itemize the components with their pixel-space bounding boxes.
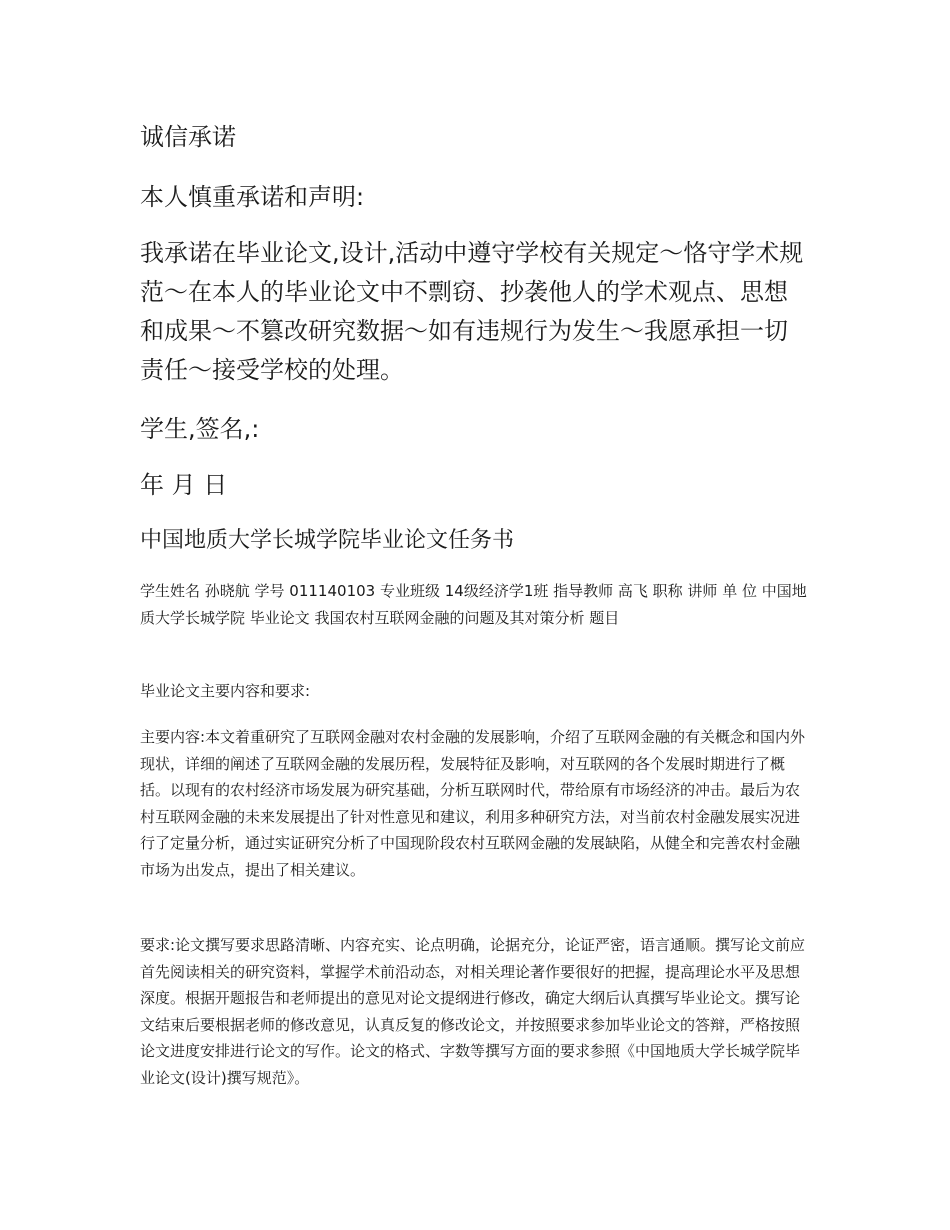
main-content-paragraph: 主要内容:本文着重研究了互联网金融对农村金融的发展影响，介绍了互联网金融的有关概念和国内外现状，详细的阐述了互联网金融的发展历程，发展特征及影响，对互联网的各个发展时期进行了概括。以现有的农村经济市场发展为研究基础，分析互联网时代，带给原有市场经济的冲击。最后为农村互联网金融的未来发展提出了针对性意见和建议，利用多种研究方法，对当前农村金融发展实况进行了定量分析，通过实证研究分析了中国现阶段农村互联网金融的发展缺陷，从健全和完善农村金融市场为出发点，提出了相关建议。 [140,728,806,879]
requirements-heading: 毕业论文主要内容和要求: [140,682,311,700]
pledge-body: 我承诺在毕业论文,设计,活动中遵守学校有关规定～恪守学术规范～在本人的毕业论文中不剽窃、抄袭他人的学术观点、思想和成果～不篡改研究数据～如有违规行为发生～我愿承担一切责任～接受学校的处理。 [140,239,804,384]
pledge-subtitle: 本人慎重承诺和声明: [140,183,365,211]
student-info: 学生姓名 孙晓航 学号 011140103 专业班级 14级经济学1班 指导教师 高飞 职称 讲师 单 位 中国地质大学长城学院 毕业论文 我国农村互联网金融的问题及其对策分析 题目 [140,582,807,627]
requirements-paragraph: 要求:论文撰写要求思路清晰、内容充实、论点明确，论据充分，论证严密，语言通顺。撰写论文前应首先阅读相关的研究资料，掌握学术前沿动态，对相关理论著作要很好的把握，提高理论水平及思想深度。根据开题报告和老师提出的意见对论文提纲进行修改，确定大纲后认真撰写毕业论文。撰写论文结束后要根据老师的修改意见，认真反复的修改论文，并按照要求参加毕业论文的答辩，严格按照论文进度安排进行论文的写作。论文的格式、字数等撰写方面的要求参照《中国地质大学长城学院毕业论文(设计)撰写规范》。 [140,936,806,1087]
signature-line: 学生,签名,: [140,415,260,443]
date-line: 年 月 日 [140,471,228,499]
task-book-title: 中国地质大学长城学院毕业论文任务书 [140,528,515,553]
pledge-title: 诚信承诺 [140,123,236,151]
